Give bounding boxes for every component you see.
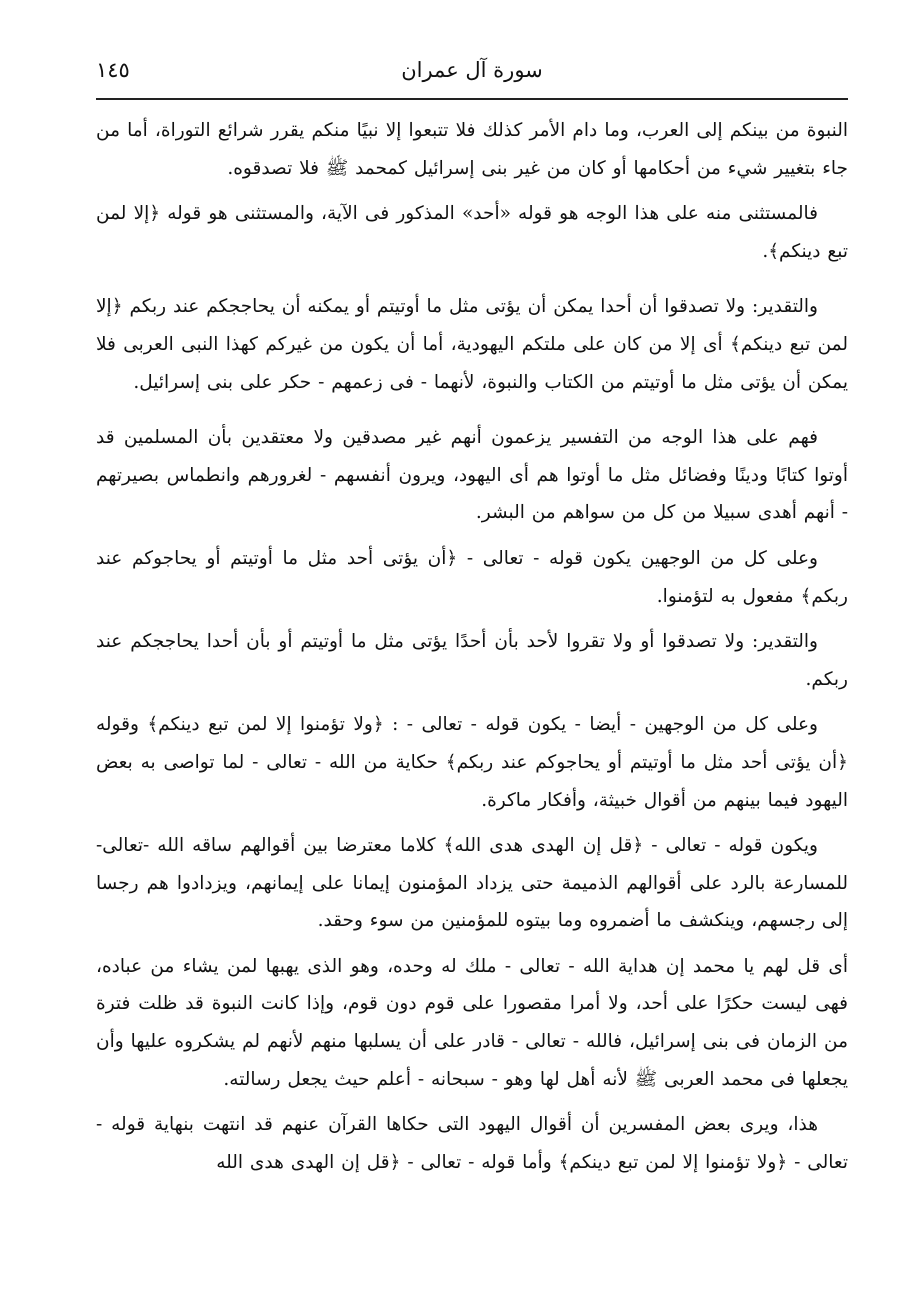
paragraph-4: فهم على هذا الوجه من التفسير يزعمون أنهم غير مصدقين ولا معتقدين بأن المسلمين قد أوتوا كتابًا ودينًا وفضائل مثل ما أوتوا هم أى اليهود، ويرون أنفسهم - لغرورهم وانطماس بصيرتهم - أنهم أهدى سبيلا من كل من سواهم من البشر. <box>96 427 848 524</box>
surah-title: سورة آل عمران <box>401 58 543 82</box>
paragraph-6: والتقدير: ولا تصدقوا أو ولا تقروا لأحد بأن أحدًا يؤتى مثل ما أوتيتم أو بأن أحدا يحاججكم عند ربكم. <box>96 631 848 690</box>
page-number: ١٤٥ <box>96 58 130 82</box>
page-header <box>96 52 848 96</box>
paragraph-1: النبوة من بينكم إلى العرب، وما دام الأمر كذلك فلا تتبعوا إلا نبيًا منكم يقرر شرائع التوراة، أما من جاء بتغيير شيء من أحكامها أو كان من غير بنى إسرائيل كمحمد ﷺ فلا تصدقوه. <box>96 120 848 179</box>
paragraph-5: وعلى كل من الوجهين يكون قوله - تعالى - ﴿أن يؤتى أحد مثل ما أوتيتم أو يحاجوكم عند ربكم﴾ مفعول به لتؤمنوا. <box>96 547 848 607</box>
paragraph-8: ويكون قوله - تعالى - ﴿قل إن الهدى هدى الله﴾ كلاما معترضا بين أقوالهم ساقه الله -تعالى- للمسارعة بالرد على أقوالهم الذميمة حتى يزداد المؤمنون إيمانا على إيمانهم، ويزدادوا هم رجسا إلى رجسهم، وينكشف ما أضمروه وما بيتوه للمؤمنين من سوء وحقد. <box>96 835 848 932</box>
paragraph-3: والتقدير: ولا تصدقوا أن أحدا يمكن أن يؤتى مثل ما أوتيتم أو يمكنه أن يحاججكم عند ربكم ﴿إلا لمن تبع دينكم﴾ أى إلا من كان على ملتكم اليهودية، أما أن يكون من غيركم كهذا النبى العربى فلا يمكن أن يؤتى مثل ما أوتيتم من الكتاب والنبوة، لأنهما - فى زعمهم - حكر على بنى إسرائيل. <box>96 296 848 393</box>
header-divider <box>96 98 848 100</box>
paragraph-9: أى قل لهم يا محمد إن هداية الله - تعالى - ملك له وحده، وهو الذى يهبها لمن يشاء من عباده، فهى ليست حكرًا على أحد، ولا أمرا مقصورا على قوم دون قوم، وإذا كانت النبوة قد ظلت فترة من الزمان فى بنى إسرائيل، فالله - تعالى - قادر على أن يسلبها منهم لأنهم لم يشكروه عليها وأن يجعلها فى محمد العربى ﷺ لأنه أهل لها وهو - سبحانه - أعلم حيث يجعل رسالته. <box>96 955 848 1090</box>
paragraph-2: فالمستثنى منه على هذا الوجه هو قوله «أحد» المذكور فى الآية، والمستثنى هو قوله ﴿إلا لمن تبع دينكم﴾. <box>96 203 848 262</box>
page-body <box>96 112 848 1189</box>
paragraph-10: هذا، ويرى بعض المفسرين أن أقوال اليهود التى حكاها القرآن عنهم قد انتهت بنهاية قوله - تعالى - ﴿ولا تؤمنوا إلا لمن تبع دينكم﴾ وأما قوله - تعالى - ﴿قل إن الهدى هدى الله <box>96 1114 848 1173</box>
paragraph-7: وعلى كل من الوجهين - أيضا - يكون قوله - تعالى - : ﴿ولا تؤمنوا إلا لمن تبع دينكم﴾ وقوله ﴿أن يؤتى أحد مثل ما أوتيتم أو يحاجوكم عند ربكم﴾ حكاية من الله - تعالى - لما تواصى به بعض اليهود فيما بينهم من أقوال خبيثة، وأفكار ماكرة. <box>96 714 848 811</box>
